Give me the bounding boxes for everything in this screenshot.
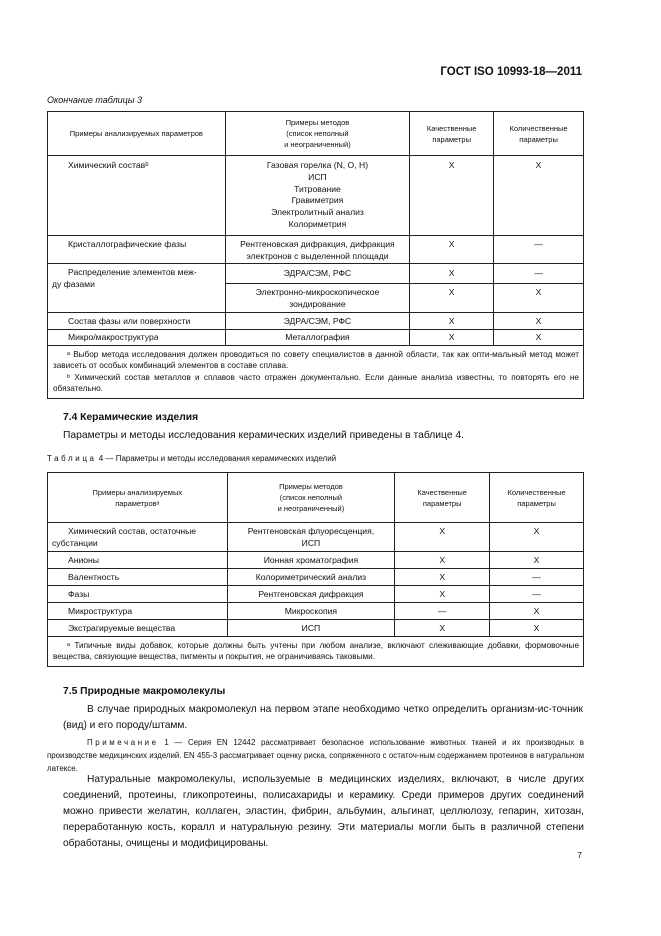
- header-line: параметры: [422, 498, 462, 508]
- qual-cell: X: [395, 551, 490, 568]
- header-qualitative: [410, 112, 494, 156]
- footnote-a: ᵃ Выбор метода исследования должен проводиться по совету специалистов в данной области, так как опти-мальный метод может зависеть от особых комбинаций элементов в составе сплава.: [53, 349, 579, 371]
- header-line: параметровᵃ: [115, 498, 160, 508]
- table-row: [48, 156, 584, 236]
- methods-cell: [225, 235, 410, 264]
- quant-cell: X: [494, 284, 584, 313]
- table-row: [48, 329, 584, 345]
- header-params: Примеры анализируемых параметров: [48, 112, 226, 156]
- quant-cell: —: [490, 568, 584, 585]
- header-line: параметры: [432, 134, 471, 144]
- method-line: Электролитный анализ: [271, 207, 364, 218]
- qual-cell: X: [395, 568, 490, 585]
- footnote-b: ᵇ Химический состав металлов и сплавов часто отражен документально. Если данные анализа известны, то повторять его не обязательно.: [53, 372, 579, 394]
- param-cell: Фазы: [48, 585, 228, 602]
- note-1: [47, 736, 584, 775]
- table-header-row: [48, 112, 584, 156]
- section-7-4-title: 7.4 Керамические изделия: [63, 412, 199, 423]
- method-line: ИСП: [301, 537, 321, 548]
- method-line: Рентгеновская дифракция, дифракция: [240, 238, 395, 249]
- quant-cell: X: [494, 156, 584, 236]
- header-quantitative: [490, 473, 584, 523]
- table-4: [47, 472, 584, 667]
- qual-cell: X: [410, 284, 494, 313]
- param-cell: Микро/макроструктура: [48, 329, 226, 345]
- qual-cell: X: [410, 235, 494, 264]
- methods-cell: [225, 156, 410, 236]
- param-line: субстанции: [52, 537, 98, 548]
- section-7-5-title: 7.5 Природные макромолекулы: [63, 686, 226, 697]
- param-cell: Химический составᵇ: [48, 156, 226, 236]
- method-line: Электронно-микроскопическое: [255, 287, 380, 298]
- table-row: [48, 551, 584, 568]
- table-notes-row: [48, 345, 584, 398]
- quant-cell: X: [494, 329, 584, 345]
- header-line: Качественные: [417, 487, 467, 497]
- header-quantitative: [494, 112, 584, 156]
- param-cell: [48, 264, 226, 313]
- caption-text: 4 — Параметры и методы исследования керамических изделий: [96, 454, 337, 463]
- methods-cell: [227, 523, 395, 552]
- qual-cell: X: [410, 156, 494, 236]
- note-word: Примечание: [87, 738, 159, 747]
- header-qualitative: [395, 473, 490, 523]
- section-7-5-paragraph-2: Натуральные макромолекулы, используемые в медицинских изделиях, включают, в числе других соединений, протеины, гликопротеины, полисахариды и керамику. Среди примеров других соединений можно привести желатин, коллаген, эластин, фибрин, альбумин, альгинат, целлюлозу, гепарин, хитозан, переработанную кость, коралл и натуральную резину. Эти материалы могли быть в различной степени обработаны, очищены и модифицированы.: [63, 774, 584, 849]
- table-3: [47, 111, 584, 399]
- table-4-caption: [47, 454, 336, 463]
- param-cell: Микроструктура: [48, 602, 228, 619]
- qual-cell: X: [410, 264, 494, 284]
- param-cell: Анионы: [48, 551, 228, 568]
- page-number: 7: [577, 850, 582, 860]
- param-cell: [48, 523, 228, 552]
- header-line: Качественные: [426, 123, 477, 133]
- section-7-4-text: Параметры и методы исследования керамических изделий приведены в таблице 4.: [63, 430, 464, 441]
- quant-cell: —: [490, 585, 584, 602]
- table-row: [48, 235, 584, 264]
- header-line: (список неполный: [279, 493, 343, 502]
- header-line: Количественные: [507, 487, 566, 497]
- standard-header: ГОСТ ISO 10993-18—2011: [440, 66, 582, 78]
- note-text: 1 — Серия EN 12442 рассматривает безопасное использование животных тканей и их производных в производстве медицинских изделий. EN 455-3 рассматривает оценку риска, сопряженного с остаточ-ным содержанием протеинов в натуральном латексе.: [47, 738, 584, 773]
- table-header-row: [48, 473, 584, 523]
- methods-cell: ЭДРА/СЭМ, РФС: [225, 312, 410, 329]
- qual-cell: X: [395, 619, 490, 636]
- table-notes: [48, 345, 584, 398]
- table-notes-row: [48, 636, 584, 666]
- header-line: Примеры методов: [279, 482, 343, 491]
- table-row: [48, 312, 584, 329]
- method-line: Гравиметрия: [291, 195, 344, 206]
- methods-cell: Микроскопия: [227, 602, 395, 619]
- qual-cell: —: [395, 602, 490, 619]
- header-methods-line: (список неполный: [286, 129, 349, 138]
- qual-cell: X: [395, 523, 490, 552]
- header-methods: [225, 112, 410, 156]
- methods-cell: Рентгеновская дифракция: [227, 585, 395, 602]
- table-notes: [48, 636, 584, 666]
- section-7-5-paragraph-1: В случае природных макромолекул на первом этапе необходимо четко определить организм-ис-точник (вид) и его породу/штамм.: [63, 704, 583, 731]
- method-line: Колориметрия: [288, 218, 347, 229]
- header-line: Примеры анализируемых: [92, 487, 183, 497]
- param-line: Химический состав, остаточные: [68, 526, 197, 536]
- param-line: Распределение элементов меж-: [68, 267, 197, 278]
- qual-cell: X: [395, 585, 490, 602]
- header-methods-line: и неограниченный): [284, 140, 351, 149]
- table-row: [48, 264, 584, 284]
- method-line: Рентгеновская флуоресценция,: [247, 526, 375, 536]
- table-row: [48, 568, 584, 585]
- quant-cell: —: [494, 264, 584, 284]
- header-line: параметры: [517, 498, 556, 508]
- table-row: [48, 585, 584, 602]
- methods-cell: Металлография: [225, 329, 410, 345]
- header-params: [48, 473, 228, 523]
- param-cell: Кристаллографические фазы: [48, 235, 226, 264]
- param-line: ду фазами: [52, 279, 95, 290]
- table-continuation-label: Окончание таблицы 3: [47, 95, 142, 105]
- header-methods-line: Примеры методов: [285, 118, 350, 127]
- methods-cell: Колориметрический анализ: [227, 568, 395, 585]
- header-line: и неограниченный): [277, 504, 345, 513]
- quant-cell: X: [490, 551, 584, 568]
- methods-cell: Ионная хроматография: [227, 551, 395, 568]
- methods-cell: ИСП: [227, 619, 395, 636]
- header-line: параметры: [519, 134, 558, 144]
- methods-cell: ЭДРА/СЭМ, РФС: [225, 264, 410, 284]
- qual-cell: X: [410, 329, 494, 345]
- qual-cell: X: [410, 312, 494, 329]
- quant-cell: X: [490, 523, 584, 552]
- caption-word: Таблица: [47, 454, 97, 463]
- quant-cell: X: [490, 602, 584, 619]
- footnote-a: ᵃ Типичные виды добавок, которые должны быть учтены при любом анализе, включают слеживающие добавки, формовочные вещества, связующие вещества, пигменты и покрытия, не ограничиваясь таковыми.: [53, 640, 579, 662]
- method-line: электронов с выделенной площади: [246, 250, 389, 261]
- quant-cell: X: [494, 312, 584, 329]
- param-cell: Валентность: [48, 568, 228, 585]
- method-line: Титрование: [294, 183, 341, 194]
- table-row: [48, 619, 584, 636]
- method-line: ИСП: [308, 171, 327, 182]
- table-row: [48, 523, 584, 552]
- param-cell: Состав фазы или поверхности: [48, 312, 226, 329]
- method-line: зондирование: [289, 299, 346, 310]
- header-line: Количественные: [509, 123, 568, 133]
- table-row: [48, 602, 584, 619]
- quant-cell: —: [494, 235, 584, 264]
- param-cell: Экстрагируемые вещества: [48, 619, 228, 636]
- header-methods: [227, 473, 395, 523]
- methods-cell: [225, 284, 410, 313]
- quant-cell: X: [490, 619, 584, 636]
- method-line: Газовая горелка (N, O, H): [266, 160, 369, 170]
